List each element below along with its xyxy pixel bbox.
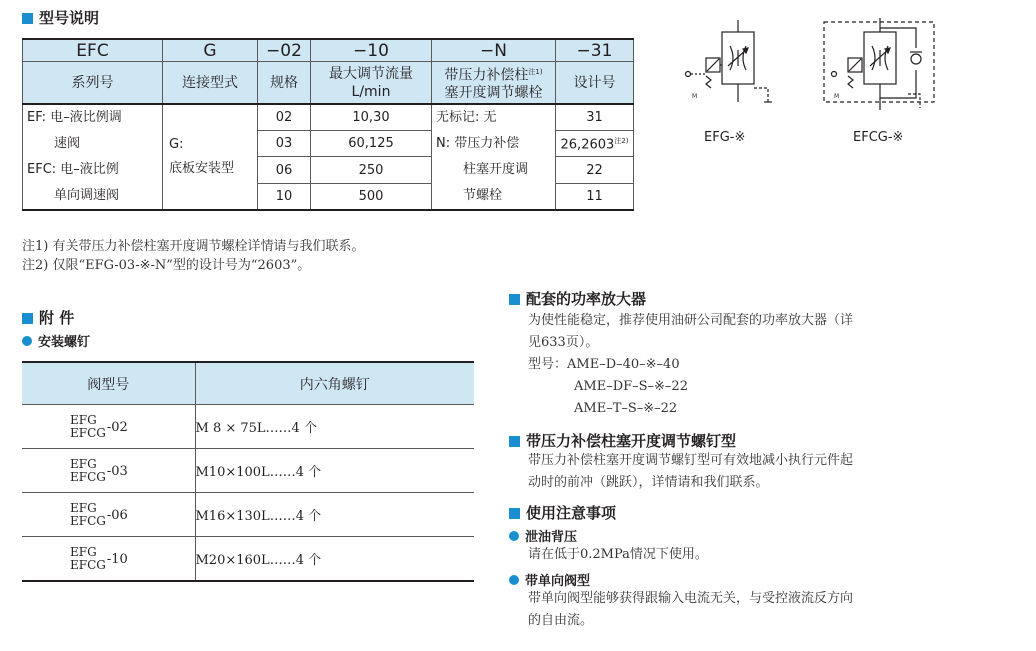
valve-model-cell: EFG EFCG -03 xyxy=(22,449,195,493)
flow-cell: 60,125 xyxy=(311,131,432,157)
symbol-caption-efg: EFG-※ xyxy=(704,130,746,145)
design-cell: 11 xyxy=(556,183,634,210)
blue-bullet-icon xyxy=(509,575,519,585)
blue-bullet-icon xyxy=(22,336,32,346)
label-option: 带压力补偿柱$^{注1)}$ 塞开度调节螺栓 xyxy=(432,62,556,105)
header-hex-screw: 内六角螺钉 xyxy=(195,362,474,405)
flow-cell: 10,30 xyxy=(311,104,432,131)
code-design: −31 xyxy=(556,39,634,62)
blue-bullet-icon xyxy=(509,531,519,541)
amplifier-model-label: 型号： xyxy=(528,357,568,372)
screw-size-cell: M 8 × 75L……4 个 xyxy=(195,405,474,449)
size-cell: 03 xyxy=(258,131,311,157)
blue-square-icon xyxy=(509,436,520,447)
blue-square-icon xyxy=(509,508,520,519)
design-cell: 22 xyxy=(556,157,634,183)
size-cell: 10 xyxy=(258,183,311,210)
code-size: −02 xyxy=(258,39,311,62)
design-cell: 31 xyxy=(556,104,634,131)
valve-model-cell: EFG EFCG -02 xyxy=(22,405,195,449)
label-series: 系列号 xyxy=(23,62,163,105)
flow-cell: 500 xyxy=(311,183,432,210)
caution-text-drain: 请在低于0.2MPa情况下使用。 xyxy=(528,547,708,562)
accessory-section-title: 附 件 xyxy=(22,307,74,328)
label-flow: 最大调节流量 L/min xyxy=(311,62,432,105)
amplifier-model: AME–T–S–※–22 xyxy=(574,401,678,416)
screw-size-cell: M20×160L……4 个 xyxy=(195,537,474,582)
flow-cell: 250 xyxy=(311,157,432,183)
blue-square-icon xyxy=(509,294,520,305)
caution-subtitle-check: 带单向阀型 xyxy=(509,570,590,589)
design-cell: 26,2603$^{注2)}$ xyxy=(556,131,634,157)
option-description: 无标记: 无 N: 带压力补偿 柱塞开度调 节螺栓 xyxy=(432,104,556,210)
amplifier-text: 为使性能稳定，推荐使用油研公司配套的功率放大器（详 见633页）。 型号：AME–D–40–※–40 AME–DF–S–※–22 AME–T–S–※–22 xyxy=(528,310,968,420)
bolt-text: 带压力补偿柱塞开度调节螺钉型可有效地减小执行元件起 动时的前冲（跳跃），详情请和我们联系。 xyxy=(528,453,854,490)
model-code-table xyxy=(22,38,634,211)
valve-model-cell: EFG EFCG -10 xyxy=(22,537,195,582)
proportional-flow-check-valve-symbol-icon xyxy=(820,18,940,123)
mounting-screw-table xyxy=(22,361,474,582)
model-section-title: 型号说明 xyxy=(22,7,99,28)
code-option: −N xyxy=(432,39,556,62)
screw-size-cell: M10×100L……4 个 xyxy=(195,449,474,493)
valve-model-cell: EFG EFCG -06 xyxy=(22,493,195,537)
connection-description: G: 底板安装型 xyxy=(163,104,258,210)
amplifier-model: AME–D–40–※–40 xyxy=(567,357,680,372)
header-valve-model: 阀型号 xyxy=(22,362,195,405)
caution-subtitle-drain: 泄油背压 xyxy=(509,526,577,545)
caution-text-check: 带单向阀型能够获得跟输入电流无关，与受控液流反方向 的自由流。 xyxy=(528,591,854,628)
size-cell: 06 xyxy=(258,157,311,183)
proportional-flow-valve-symbol-icon xyxy=(676,18,786,123)
bolt-section-title: 带压力补偿柱塞开度调节螺钉型 xyxy=(509,430,736,451)
label-design: 设计号 xyxy=(556,62,634,105)
code-series: EFC xyxy=(23,39,163,62)
note-2: 注2) 仅限“EFG-03-※-N”型的设计号为“2603”。 xyxy=(22,258,311,273)
note-1: 注1) 有关带压力补偿柱塞开度调节螺栓详情请与我们联系。 xyxy=(22,239,365,254)
code-flow: −10 xyxy=(311,39,432,62)
series-description: EF: 电–液比例调 速阀 EFC: 电–液比例 单向调速阀 xyxy=(23,104,163,210)
caution-section-title: 使用注意事项 xyxy=(509,502,616,523)
svg-text:M: M xyxy=(692,93,698,100)
blue-square-icon xyxy=(22,13,33,24)
screw-size-cell: M16×130L……4 个 xyxy=(195,493,474,537)
label-connection: 连接型式 xyxy=(163,62,258,105)
blue-square-icon xyxy=(22,313,33,324)
label-size: 规格 xyxy=(258,62,311,105)
amplifier-section-title: 配套的功率放大器 xyxy=(509,288,646,309)
size-cell: 02 xyxy=(258,104,311,131)
code-connection: G xyxy=(163,39,258,62)
symbol-caption-efcg: EFCG-※ xyxy=(853,130,904,145)
accessory-subtitle: 安装螺钉 xyxy=(22,331,90,350)
amplifier-model: AME–DF–S–※–22 xyxy=(574,379,688,394)
svg-text:M: M xyxy=(834,93,840,100)
